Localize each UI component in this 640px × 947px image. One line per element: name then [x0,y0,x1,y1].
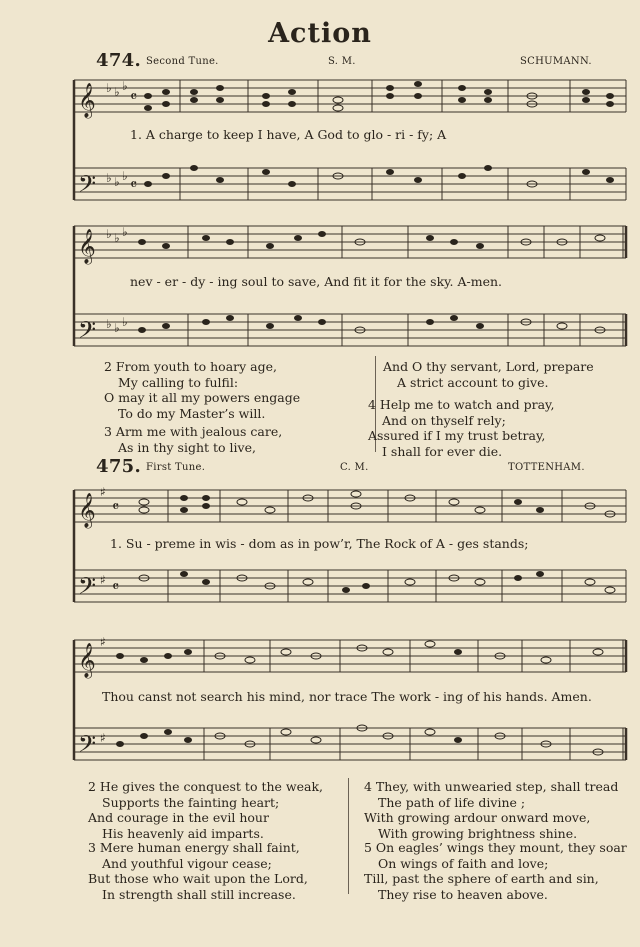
hymn-474-verse-3: 3 Arm me with jealous care, As in thy sight to live, [104,424,283,455]
svg-text:♭: ♭ [122,169,128,183]
svg-text:𝄞: 𝄞 [78,493,96,528]
hymn-475-verse-2: 2 He gives the conquest to the weak, Supports the fainting heart; And courage in the evil hour His heavenly aid imparts. [88,779,323,841]
svg-text:𝄞: 𝄞 [78,643,96,678]
hymn-475-composer: TOTTENHAM. [508,462,585,473]
hymn-474-verse-4: 4 Help me to watch and pray, And on thyself rely; Assured if I my trust betray, I shall for ever die. [368,397,555,459]
hymn-474-music-system-1 [70,72,630,212]
svg-text:𝄞: 𝄞 [78,83,96,118]
svg-text:♭: ♭ [106,81,112,95]
svg-text:♯: ♯ [100,485,106,499]
hymn-474-lyrics-line-1: 1. A charge to keep I have, A God to glo - ri - fy; A [130,127,447,142]
hymn-475-lyrics-line-1: 1. Su - preme in wis - dom as in pow’r, The Rock of A - ges stands; [110,536,529,551]
column-divider-2 [348,778,349,894]
hymn-474-tune-note: Second Tune. [146,56,219,67]
hymn-474-verse-2: 2 From youth to hoary age, My calling to fulfil: O may it all my powers engage To do my Master’s will. [104,359,301,421]
hymn-475-lyrics-line-2: Thou canst not search his mind, nor trace The work - ing of his hands. Amen. [102,689,592,704]
svg-text:𝄢: 𝄢 [78,316,97,349]
hymn-475-verse-5: 5 On eagles’ wings they mount, they soar On wings of faith and love; Till, past the sphere of earth and sin, They rise to heaven above. [364,840,627,902]
svg-text:𝄢: 𝄢 [78,170,97,203]
hymn-474-lyrics-line-2: nev - er - dy - ing soul to save, And fit it for the sky. A-men. [130,274,503,289]
svg-text:𝄴: 𝄴 [112,497,120,516]
hymn-475-music-system-1 [70,482,630,622]
svg-text:♭: ♭ [122,315,128,329]
hymn-474-number: 474. [96,50,142,71]
svg-text:𝄞: 𝄞 [78,229,96,264]
hymn-475-verse-4: 4 They, with unwearied step, shall tread The path of life divine ; With growing ardour onward move, With growing brightness shine. [364,779,619,841]
hymn-475-tune-note: First Tune. [146,462,206,473]
svg-text:♭: ♭ [106,227,112,241]
hymn-475-meter: C. M. [340,462,369,473]
svg-text:♯: ♯ [100,573,106,587]
svg-text:♭: ♭ [106,317,112,331]
svg-text:𝄢: 𝄢 [78,730,97,763]
svg-text:♭: ♭ [114,321,120,335]
svg-text:♭: ♭ [106,171,112,185]
hymn-474-meter: S. M. [328,56,356,67]
svg-text:𝄴: 𝄴 [130,175,138,194]
svg-text:♭: ♭ [114,175,120,189]
svg-text:𝄴: 𝄴 [130,87,138,106]
svg-text:♯: ♯ [100,731,106,745]
svg-text:♭: ♭ [114,231,120,245]
hymn-474-verse-3-continued: And O thy servant, Lord, prepare A strict account to give. [383,359,594,390]
hymn-474-composer: SCHUMANN. [520,56,592,67]
svg-text:♭: ♭ [114,85,120,99]
page-title: Action [268,18,372,49]
svg-text:𝄢: 𝄢 [78,572,97,605]
hymn-475-number: 475. [96,456,142,477]
hymn-475-verse-3: 3 Mere human energy shall faint, And youthful vigour cease; But those who wait upon the Lord, In strength shall still increase. [88,840,308,902]
svg-text:𝄴: 𝄴 [112,577,120,596]
svg-text:♭: ♭ [122,79,128,93]
svg-text:♯: ♯ [100,635,106,649]
svg-text:♭: ♭ [122,225,128,239]
